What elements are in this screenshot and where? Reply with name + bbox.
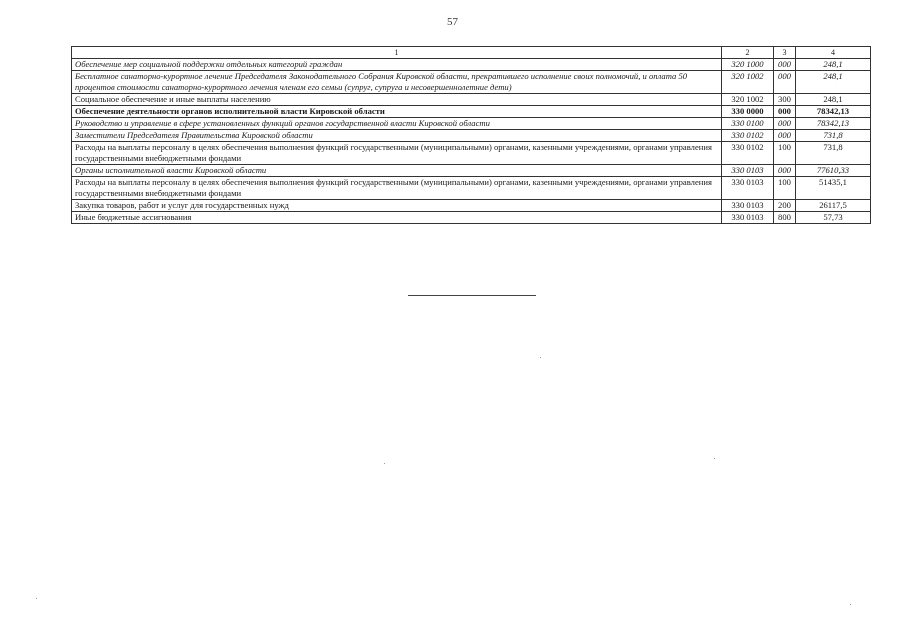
table-header-row <box>72 47 871 59</box>
table-row <box>72 212 871 224</box>
row-type: 800 <box>774 212 796 224</box>
header-col-1: 1 <box>72 47 722 59</box>
row-type: 000 <box>774 130 796 142</box>
row-type: 100 <box>774 142 796 165</box>
row-sum: 78342,13 <box>796 118 871 130</box>
table-row <box>72 130 871 142</box>
row-sum: 731,8 <box>796 130 871 142</box>
header-col-2: 2 <box>722 47 774 59</box>
row-code: 330 0100 <box>722 118 774 130</box>
scan-speck <box>540 357 541 358</box>
header-col-4: 4 <box>796 47 871 59</box>
row-code: 330 0103 <box>722 177 774 200</box>
row-type: 000 <box>774 165 796 177</box>
row-sum: 248,1 <box>796 71 871 94</box>
row-name: Социальное обеспечение и иные выплаты населению <box>72 94 722 106</box>
scan-speck <box>850 604 851 605</box>
row-type: 000 <box>774 59 796 71</box>
scan-speck <box>36 598 37 599</box>
table-row <box>72 118 871 130</box>
row-sum: 248,1 <box>796 59 871 71</box>
table-row <box>72 142 871 165</box>
row-name: Закупка товаров, работ и услуг для государственных нужд <box>72 200 722 212</box>
budget-table <box>71 46 871 224</box>
closing-rule <box>408 295 536 296</box>
row-sum: 77610,33 <box>796 165 871 177</box>
table-row <box>72 71 871 94</box>
row-code: 320 1002 <box>722 94 774 106</box>
row-name: Бесплатное санаторно-курортное лечение Председателя Законодательного Собрания Кировской области, прекратившего исполнение своих полномочий, и оплата 50 процентов стоимости санаторно-курортного лечения членам его семьи (супруг, супруга и несовершеннолетние дети) <box>72 71 722 94</box>
scan-speck <box>384 463 385 464</box>
row-type: 200 <box>774 200 796 212</box>
table-row <box>72 200 871 212</box>
page-number: 57 <box>447 16 458 28</box>
row-name: Обеспечение мер социальной поддержки отдельных категорий граждан <box>72 59 722 71</box>
row-type: 100 <box>774 177 796 200</box>
table-row <box>72 94 871 106</box>
row-name: Обеспечение деятельности органов исполнительной власти Кировской области <box>72 106 722 118</box>
row-code: 330 0103 <box>722 212 774 224</box>
row-name: Органы исполнительной власти Кировской области <box>72 165 722 177</box>
scan-speck <box>714 458 715 459</box>
table-body <box>72 59 871 224</box>
row-code: 330 0103 <box>722 165 774 177</box>
row-name: Иные бюджетные ассигнования <box>72 212 722 224</box>
row-sum: 248,1 <box>796 94 871 106</box>
row-sum: 78342,13 <box>796 106 871 118</box>
row-code: 330 0102 <box>722 142 774 165</box>
row-type: 300 <box>774 94 796 106</box>
row-code: 330 0000 <box>722 106 774 118</box>
row-type: 000 <box>774 118 796 130</box>
row-code: 320 1002 <box>722 71 774 94</box>
row-sum: 57,73 <box>796 212 871 224</box>
row-code: 330 0103 <box>722 200 774 212</box>
row-name: Руководство и управление в сфере установленных функций органов государственной власти Кировской области <box>72 118 722 130</box>
row-name: Заместители Председателя Правительства Кировской области <box>72 130 722 142</box>
table-row <box>72 106 871 118</box>
row-name: Расходы на выплаты персоналу в целях обеспечения выполнения функций государственными (муниципальными) органами, казенными учреждениями, органами управления государственными внебюджетными фондами <box>72 177 722 200</box>
row-type: 000 <box>774 106 796 118</box>
row-sum: 731,8 <box>796 142 871 165</box>
table-row <box>72 59 871 71</box>
table-row <box>72 177 871 200</box>
row-sum: 26117,5 <box>796 200 871 212</box>
row-code: 330 0102 <box>722 130 774 142</box>
table-row <box>72 165 871 177</box>
row-code: 320 1000 <box>722 59 774 71</box>
row-name: Расходы на выплаты персоналу в целях обеспечения выполнения функций государственными (муниципальными) органами, казенными учреждениями, органами управления государственными внебюджетными фондами <box>72 142 722 165</box>
row-sum: 51435,1 <box>796 177 871 200</box>
header-col-3: 3 <box>774 47 796 59</box>
row-type: 000 <box>774 71 796 94</box>
